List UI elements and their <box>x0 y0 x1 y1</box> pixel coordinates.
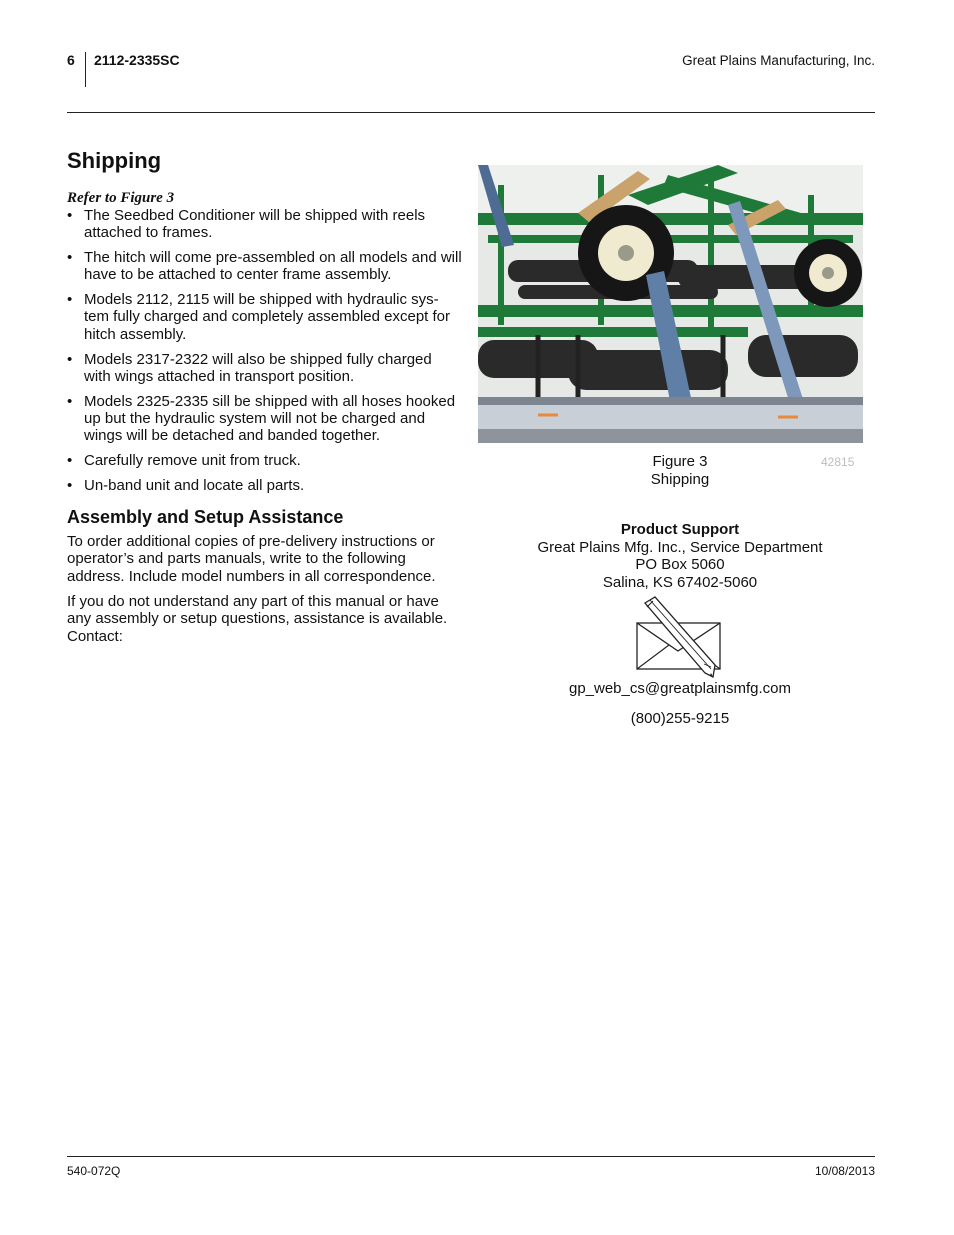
product-support-block <box>520 521 840 591</box>
header-divider <box>85 52 86 87</box>
model-number: 2112-2335SC <box>94 52 180 68</box>
figure-caption <box>600 453 760 489</box>
figure-caption-number: Figure 3 <box>652 453 708 470</box>
support-phone: (800)255-9215 <box>630 710 730 727</box>
left-column <box>67 146 462 653</box>
list-item: • Models 2112, 2115 will be shipped with hydraulic sys-tem fully charged and completely assembled except for hitch assembly. <box>67 291 462 343</box>
list-item: • The Seedbed Conditioner will be shipped with reels attached to frames. <box>67 207 462 242</box>
company-name: Great Plains Manufacturing, Inc. <box>682 53 875 68</box>
assembly-heading: Assembly and Setup Assistance <box>67 507 344 528</box>
page-number: 6 <box>67 52 75 68</box>
support-email[interactable]: gp_web_cs@greatplainsmfg.com <box>568 680 791 697</box>
figure-id: 42815 <box>821 455 855 469</box>
support-title: Product Support <box>620 521 740 538</box>
list-item: • Carefully remove unit from truck. <box>67 452 462 469</box>
figure-reference: Refer to Figure 3 <box>67 190 175 206</box>
figure-caption-title: Shipping <box>650 471 710 488</box>
list-item: • The hitch will come pre-assembled on all models and will have to be attached to center frame assembly. <box>67 249 462 284</box>
list-item: • Un-band unit and locate all parts. <box>67 477 462 494</box>
document-date: 10/08/2013 <box>814 1164 875 1178</box>
shipping-photo <box>478 165 863 443</box>
assembly-paragraph: To order additional copies of pre-delivery instructions or operator’s and parts manuals, write to the following address. Include model numbers in all correspondence. <box>67 533 436 585</box>
assembly-paragraph: If you do not understand any part of this manual or have any assembly or setup questions, assistance is available. Contact: <box>67 593 448 645</box>
list-item: • Models 2317-2322 will also be shipped fully charged with wings attached in transport position. <box>67 351 462 386</box>
list-item: • Models 2325-2335 sill be shipped with all hoses hooked up but the hydraulic system will not be charged and wings will be detached and banded together. <box>67 393 462 445</box>
header-rule <box>67 112 875 113</box>
footer-rule <box>67 1156 875 1157</box>
shipping-heading: Shipping <box>67 148 162 173</box>
support-po-box: PO Box 5060 <box>635 556 725 573</box>
support-department: Great Plains Mfg. Inc., Service Department <box>537 538 823 556</box>
envelope-pencil-icon <box>633 595 728 685</box>
shipping-bullet-list <box>67 207 462 494</box>
support-city: Salina, KS 67402-5060 <box>602 573 758 591</box>
document-number: 540-072Q <box>67 1164 121 1178</box>
